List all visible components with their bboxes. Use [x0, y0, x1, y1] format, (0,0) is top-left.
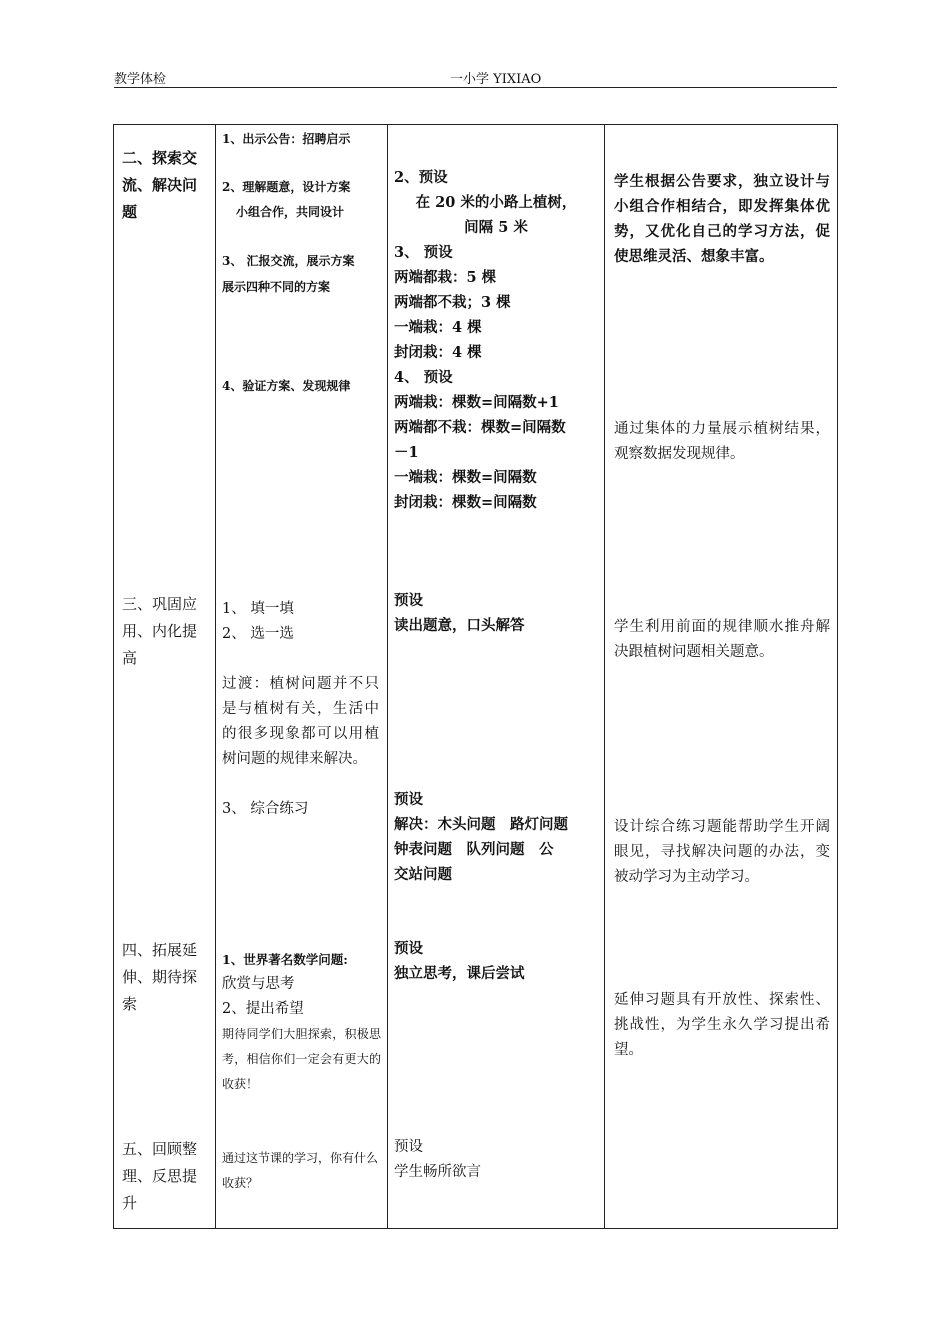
student-s4-preset: 预设: [394, 940, 423, 957]
student-s2-no-ends: 两端都不栽；3 棵: [394, 294, 511, 311]
teacher-s4-step1-detail: 欣赏与思考: [222, 976, 295, 992]
student-s2-preset2: 2、预设: [394, 169, 448, 186]
student-s3-solve3: 交站问题: [394, 866, 452, 883]
student-s2-one-end: 一端栽：4 棵: [394, 319, 482, 336]
teacher-s2-step3-detail: 展示四种不同的方案: [222, 280, 331, 294]
student-s3-solve1: 解决：木头问题 路灯问题: [394, 816, 568, 833]
stage-5-title: 五、回顾整理、反思提升: [122, 1140, 198, 1212]
intent-s2-b: 通过集体的力量展示植树结果，观察数据发现规律。: [614, 421, 830, 462]
design-intent-column: [605, 125, 838, 1229]
student-s3-solve2: 钟表问题 队列问题 公: [394, 841, 554, 858]
student-s2-interval: 间隔 5 米: [464, 219, 528, 236]
lesson-plan-table: [113, 124, 838, 1229]
teacher-s4-hope: 期待同学们大胆探索，积极思考，相信你们一定会有更大的收获！: [222, 1027, 381, 1091]
stage-4-title: 四、拓展延伸、期待探索: [122, 941, 198, 1013]
teacher-s4-step1: [222, 947, 383, 973]
intent-s3-a: 学生利用前面的规律顺水推舟解决跟植树问题相关题意。: [614, 619, 830, 660]
student-s3-preset: 预设: [394, 592, 423, 609]
header-left-text: 教学体检: [114, 72, 167, 87]
student-s2-closed: 封闭栽：4 棵: [394, 344, 482, 361]
teacher-s2-step4: 4、验证方案、发现规律: [222, 379, 351, 393]
teacher-s2-step2-detail: 小组合作，共同设计: [236, 205, 345, 219]
page-header: [114, 66, 837, 88]
teacher-s5-question: 通过这节课的学习，你有什么收获？: [222, 1151, 379, 1190]
intent-s3-b: 设计综合练习题能帮助学生开阔眼见，寻找解决问题的办法，变被动学习为主动学习。: [614, 819, 830, 885]
teacher-s2-step2: 2、理解题意，设计方案: [222, 180, 351, 194]
intent-s4-a: 延伸习题具有开放性、探索性、挑战性，为学生永久学习提出希望。: [614, 992, 830, 1058]
student-s3-preset2: 预设: [394, 791, 423, 808]
student-s2-problem: 在 20 米的小路上植树，: [415, 194, 577, 211]
teacher-s2-step1: 1、出示公告：招聘启示: [222, 132, 351, 146]
student-s2-both-ends: 两端都栽：5 棵: [394, 269, 497, 286]
student-s2-rule-closed: 封闭栽：棵数=间隔数: [394, 494, 537, 511]
intent-s2-a: 学生根据公告要求，独立设计与小组合作相结合，即发挥集体优势，又优化自己的学习方法，促使思维灵活、想象丰富。: [614, 173, 830, 265]
student-s4-answer: 独立思考，课后尝试: [394, 965, 525, 982]
stage-3-title: 三、巩固应用、内化提高: [122, 595, 198, 667]
stage-column: [114, 125, 216, 1229]
teacher-s2-step3: 3、 汇报交流，展示方案: [222, 254, 355, 268]
teacher-s4-step2: 2、提出希望: [222, 1001, 304, 1017]
student-activity-column: [388, 125, 605, 1229]
header-center-text: 一小学 YIXIAO: [450, 72, 542, 87]
student-s3-answer: 读出题意，口头解答: [394, 617, 525, 634]
student-s5-preset: 预设: [394, 1139, 423, 1155]
teacher-s3-step3: 3、 综合练习: [222, 801, 309, 817]
teacher-activity-column: [216, 125, 388, 1229]
teacher-s3-step1: 1、 填一填: [222, 601, 294, 617]
student-s2-preset3: 3、 预设: [394, 244, 453, 261]
teacher-s3-transition: 过渡：植树问题并不只是与植树有关，生活中的很多现象都可以用植树问题的规律来解决。: [222, 676, 379, 767]
student-s2-preset4: 4、 预设: [394, 369, 453, 386]
student-s2-rule-none-cont: －1: [394, 444, 419, 461]
student-s5-answer: 学生畅所欲言: [394, 1164, 481, 1180]
student-s2-rule-both: 两端栽：棵数=间隔数+1: [394, 394, 559, 411]
teacher-s3-step2: 2、 选一选: [222, 626, 294, 642]
student-s2-rule-none: 两端都不栽：棵数=间隔数: [394, 419, 566, 436]
stage-2-title: 二、探索交流、解决问题: [122, 149, 198, 221]
student-s2-rule-one: 一端栽：棵数=间隔数: [394, 469, 537, 486]
teacher-s4-step1-title: 1、世界著名数学问题:: [222, 952, 348, 967]
